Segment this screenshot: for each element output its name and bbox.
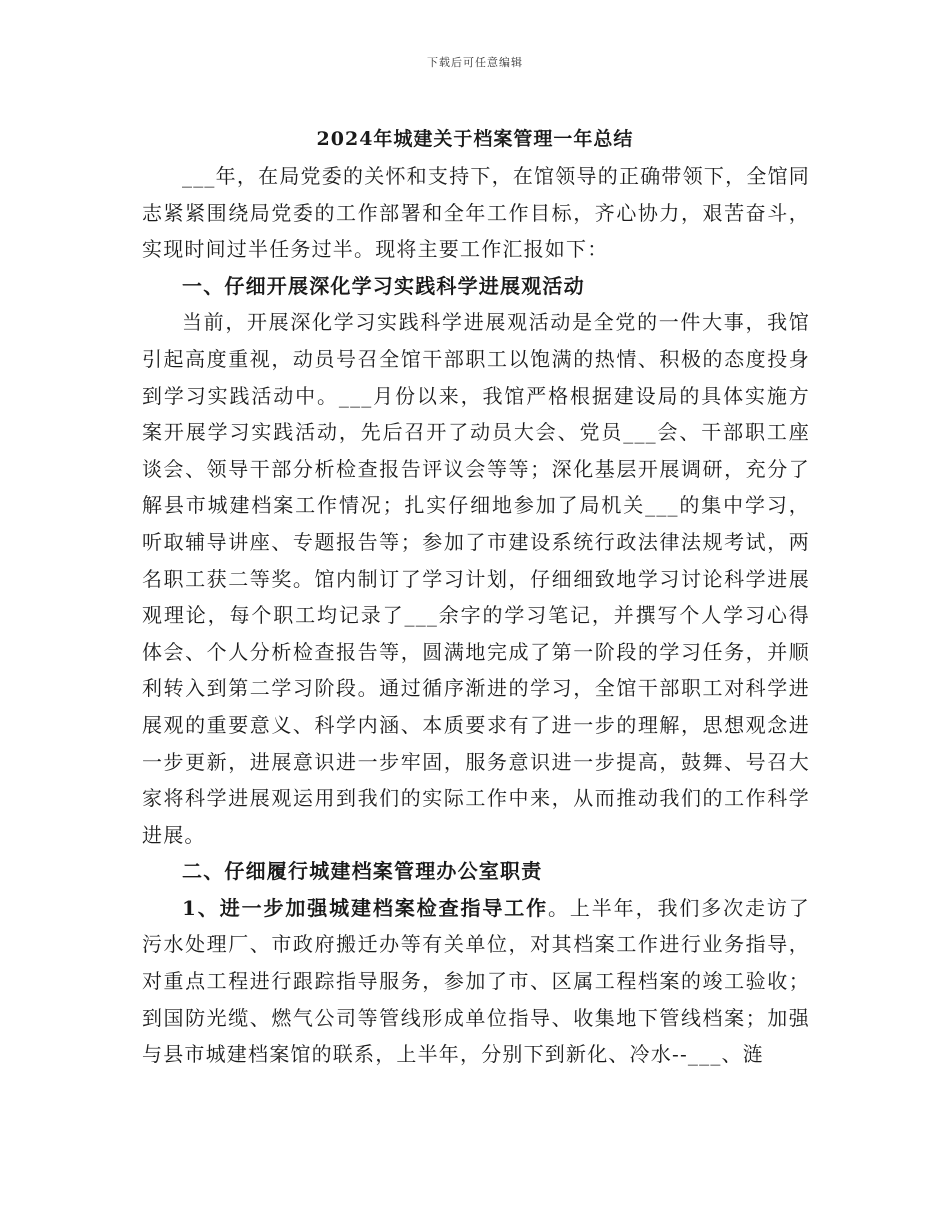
section-1-paragraph: 当前，开展深化学习实践科学进展观活动是全党的一件大事，我馆引起高度重视，动员号召全馆干部职工以饱满的热情、积极的态度投身到学习实践活动中。___月份以来，我馆严格根据建设局的具体实施方案开展学习实践活动，先后召开了动员大会、党员___会、干部职工座谈会、领导干部分析检查报告评议会等等；深化基层开展调研，充分了解县市城建档案工作情况；扎实仔细地参加了局机关___的集中学习，听取辅导讲座、专题报告等；参加了市建设系统行政法律法规考试，两名职工获二等奖。馆内制订了学习计划，仔细细致地学习讨论科学进展观理论，每个职工均记录了___余字的学习笔记，并撰写个人学习心得体会、个人分析检查报告等，圆满地完成了第一阶段的学习任务，并顺利转入到第二学习阶段。通过循序渐进的学习，全馆干部职工对科学进展观的重要意义、科学内涵、本质要求有了进一步的理解，思想观念进一步更新，进展意识进一步牢固，服务意识进一步提高，鼓舞、号召大家将科学进展观运用到我们的实际工作中来，从而推动我们的工作科学进展。 bbox=[142, 310, 810, 847]
section-2-heading: 二、仔细履行城建档案管理办公室职责 bbox=[182, 859, 543, 884]
header-note: 下载后可任意编辑 bbox=[427, 56, 523, 69]
section-1-heading: 一、仔细开展深化学习实践科学进展观活动 bbox=[182, 273, 585, 298]
document-body bbox=[142, 158, 810, 1073]
item-1-lead: 1、进一步加强城建档案检查指导工作 bbox=[182, 895, 549, 920]
item-1-body: 。上半年，我们多次走访了污水处理厂、市政府搬迁办等有关单位，对其档案工作进行业务指导，对重点工程进行跟踪指导服务，参加了市、区属工程档案的竣工验收；到国防光缆、燃气公司等管线形成单位指导、收集地下管线档案；加强与县市城建档案馆的联系，上半年，分别下到新化、冷水--___、涟 bbox=[142, 895, 810, 1067]
item-1-paragraph bbox=[142, 890, 810, 1073]
intro-paragraph: ___年，在局党委的关怀和支持下，在馆领导的正确带领下，全馆同志紧紧围绕局党委的工作部署和全年工作目标，齐心协力，艰苦奋斗，实现时间过半任务过半。现将主要工作汇报如下： bbox=[142, 164, 810, 262]
document-title: 2024年城建关于档案管理一年总结 bbox=[316, 128, 634, 150]
